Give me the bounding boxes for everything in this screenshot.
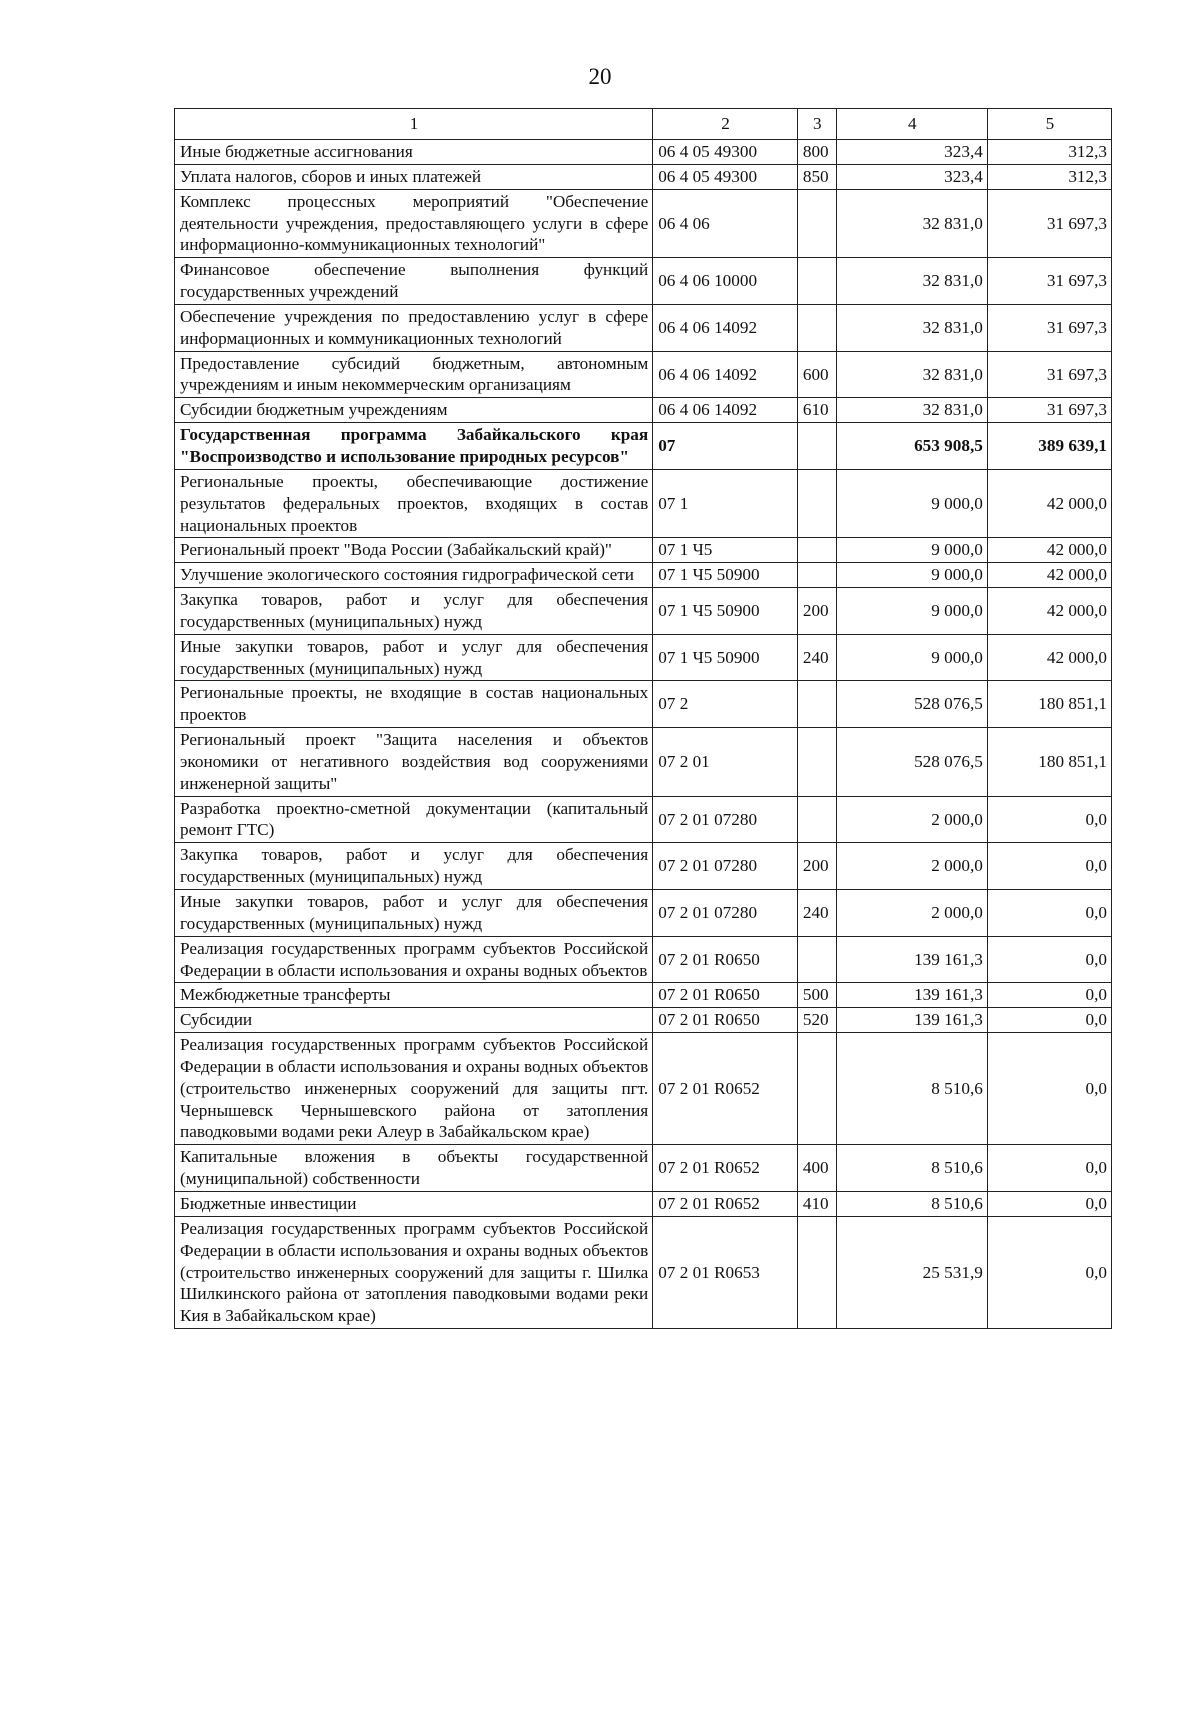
row-amount-col4-cell: 2 000,0 (836, 890, 987, 937)
row-amount-col4-cell: 32 831,0 (836, 258, 987, 305)
row-code-cell: 06 4 05 49300 (653, 140, 798, 165)
row-amount-col5-cell: 42 000,0 (987, 563, 1111, 588)
header-cell: 5 (987, 109, 1111, 140)
row-code-cell: 07 2 01 07280 (653, 843, 798, 890)
row-name-cell: Иные бюджетные ассигнования (175, 140, 653, 165)
row-amount-col4-cell: 653 908,5 (836, 423, 987, 470)
row-expense-type-cell: 500 (797, 983, 836, 1008)
row-amount-col4-cell: 139 161,3 (836, 1008, 987, 1033)
row-code-cell: 07 1 Ч5 50900 (653, 634, 798, 681)
row-name-cell: Субсидии (175, 1008, 653, 1033)
table-row (175, 538, 1112, 563)
row-amount-col5-cell: 312,3 (987, 140, 1111, 165)
row-expense-type-cell (797, 563, 836, 588)
row-amount-col4-cell: 139 161,3 (836, 936, 987, 983)
row-code-cell: 06 4 06 14092 (653, 398, 798, 423)
table-row (175, 423, 1112, 470)
row-amount-col5-cell: 42 000,0 (987, 634, 1111, 681)
row-amount-col5-cell: 0,0 (987, 983, 1111, 1008)
row-code-cell: 07 (653, 423, 798, 470)
table-row (175, 796, 1112, 843)
table-row (175, 588, 1112, 635)
row-name-cell: Бюджетные инвестиции (175, 1191, 653, 1216)
row-code-cell: 07 2 01 (653, 728, 798, 797)
row-code-cell: 07 1 Ч5 (653, 538, 798, 563)
row-code-cell: 06 4 05 49300 (653, 164, 798, 189)
row-code-cell: 07 2 01 R0650 (653, 983, 798, 1008)
row-expense-type-cell: 800 (797, 140, 836, 165)
row-amount-col4-cell: 8 510,6 (836, 1191, 987, 1216)
table-row (175, 681, 1112, 728)
row-code-cell: 06 4 06 (653, 189, 798, 258)
table-row (175, 189, 1112, 258)
row-expense-type-cell: 240 (797, 634, 836, 681)
table-row (175, 140, 1112, 165)
row-name-cell: Государственная программа Забайкальского края "Воспроизводство и использование природных ресурсов" (175, 423, 653, 470)
table-header-row (175, 109, 1112, 140)
row-amount-col5-cell: 31 697,3 (987, 304, 1111, 351)
row-amount-col4-cell: 8 510,6 (836, 1145, 987, 1192)
table-row (175, 304, 1112, 351)
row-expense-type-cell: 240 (797, 890, 836, 937)
table-row (175, 563, 1112, 588)
row-amount-col5-cell: 312,3 (987, 164, 1111, 189)
row-code-cell: 06 4 06 14092 (653, 351, 798, 398)
row-expense-type-cell (797, 728, 836, 797)
row-amount-col4-cell: 32 831,0 (836, 189, 987, 258)
row-code-cell: 07 2 01 R0652 (653, 1191, 798, 1216)
row-amount-col4-cell: 2 000,0 (836, 843, 987, 890)
row-expense-type-cell: 410 (797, 1191, 836, 1216)
row-amount-col5-cell: 0,0 (987, 1008, 1111, 1033)
row-name-cell: Закупка товаров, работ и услуг для обеспечения государственных (муниципальных) нужд (175, 843, 653, 890)
row-amount-col5-cell: 0,0 (987, 1216, 1111, 1328)
row-amount-col4-cell: 25 531,9 (836, 1216, 987, 1328)
row-amount-col4-cell: 323,4 (836, 140, 987, 165)
row-code-cell: 07 2 01 R0650 (653, 936, 798, 983)
row-expense-type-cell: 850 (797, 164, 836, 189)
row-name-cell: Иные закупки товаров, работ и услуг для обеспечения государственных (муниципальных) нужд (175, 890, 653, 937)
row-amount-col5-cell: 31 697,3 (987, 189, 1111, 258)
row-amount-col4-cell: 9 000,0 (836, 469, 987, 538)
row-amount-col5-cell: 0,0 (987, 1033, 1111, 1145)
row-amount-col5-cell: 31 697,3 (987, 398, 1111, 423)
row-amount-col5-cell: 42 000,0 (987, 469, 1111, 538)
row-amount-col5-cell: 31 697,3 (987, 351, 1111, 398)
table-row (175, 398, 1112, 423)
table-row (175, 1191, 1112, 1216)
row-expense-type-cell: 600 (797, 351, 836, 398)
row-expense-type-cell (797, 796, 836, 843)
row-name-cell: Межбюджетные трансферты (175, 983, 653, 1008)
page-number: 20 (588, 64, 612, 89)
row-name-cell: Региональные проекты, не входящие в состав национальных проектов (175, 681, 653, 728)
row-name-cell: Обеспечение учреждения по предоставлению услуг в сфере информационных и коммуникационных технологий (175, 304, 653, 351)
table-row (175, 728, 1112, 797)
row-amount-col4-cell: 9 000,0 (836, 563, 987, 588)
row-name-cell: Закупка товаров, работ и услуг для обеспечения государственных (муниципальных) нужд (175, 588, 653, 635)
row-name-cell: Субсидии бюджетным учреждениям (175, 398, 653, 423)
row-code-cell: 07 2 01 R0653 (653, 1216, 798, 1328)
row-name-cell: Разработка проектно-сметной документации (капитальный ремонт ГТС) (175, 796, 653, 843)
table-row (175, 1033, 1112, 1145)
row-expense-type-cell: 610 (797, 398, 836, 423)
row-name-cell: Улучшение экологического состояния гидрографической сети (175, 563, 653, 588)
row-amount-col4-cell: 32 831,0 (836, 304, 987, 351)
row-amount-col5-cell: 0,0 (987, 843, 1111, 890)
row-expense-type-cell: 520 (797, 1008, 836, 1033)
row-code-cell: 07 1 Ч5 50900 (653, 588, 798, 635)
row-amount-col4-cell: 323,4 (836, 164, 987, 189)
row-amount-col5-cell: 0,0 (987, 936, 1111, 983)
row-code-cell: 07 2 01 R0652 (653, 1145, 798, 1192)
row-amount-col4-cell: 32 831,0 (836, 398, 987, 423)
row-expense-type-cell (797, 681, 836, 728)
row-code-cell: 07 2 01 07280 (653, 890, 798, 937)
row-amount-col4-cell: 2 000,0 (836, 796, 987, 843)
row-amount-col5-cell: 42 000,0 (987, 588, 1111, 635)
row-amount-col5-cell: 180 851,1 (987, 728, 1111, 797)
row-amount-col4-cell: 32 831,0 (836, 351, 987, 398)
row-name-cell: Финансовое обеспечение выполнения функций государственных учреждений (175, 258, 653, 305)
table-row (175, 258, 1112, 305)
row-amount-col4-cell: 9 000,0 (836, 538, 987, 563)
table-row (175, 634, 1112, 681)
row-expense-type-cell: 400 (797, 1145, 836, 1192)
row-amount-col5-cell: 42 000,0 (987, 538, 1111, 563)
row-expense-type-cell (797, 304, 836, 351)
row-expense-type-cell: 200 (797, 843, 836, 890)
table-row (175, 1216, 1112, 1328)
row-expense-type-cell: 200 (797, 588, 836, 635)
header-cell: 2 (653, 109, 798, 140)
row-amount-col4-cell: 9 000,0 (836, 634, 987, 681)
row-name-cell: Региональный проект "Защита населения и объектов экономики от негативного воздействия вод сооружениями инженерной защиты" (175, 728, 653, 797)
row-name-cell: Капитальные вложения в объекты государственной (муниципальной) собственности (175, 1145, 653, 1192)
row-expense-type-cell (797, 1033, 836, 1145)
table-row (175, 983, 1112, 1008)
row-code-cell: 07 2 01 07280 (653, 796, 798, 843)
table-row (175, 1145, 1112, 1192)
row-name-cell: Реализация государственных программ субъектов Российской Федерации в области использования и охраны водных объектов (строительство инженерных сооружений для защиты г. Шилка Шилкинского района от затопления паводковыми водами реки Кия в Забайкальском крае) (175, 1216, 653, 1328)
table-row (175, 936, 1112, 983)
row-amount-col4-cell: 8 510,6 (836, 1033, 987, 1145)
row-expense-type-cell (797, 258, 836, 305)
row-name-cell: Региональный проект "Вода России (Забайкальский край)" (175, 538, 653, 563)
row-amount-col5-cell: 0,0 (987, 1191, 1111, 1216)
table-row (175, 351, 1112, 398)
table-row (175, 1008, 1112, 1033)
row-expense-type-cell (797, 189, 836, 258)
row-amount-col5-cell: 0,0 (987, 890, 1111, 937)
row-name-cell: Уплата налогов, сборов и иных платежей (175, 164, 653, 189)
header-cell: 1 (175, 109, 653, 140)
row-name-cell: Предоставление субсидий бюджетным, автономным учреждениям и иным некоммерческим организациям (175, 351, 653, 398)
row-name-cell: Региональные проекты, обеспечивающие достижение результатов федеральных проектов, входящих в состав национальных проектов (175, 469, 653, 538)
row-name-cell: Реализация государственных программ субъектов Российской Федерации в области использования и охраны водных объектов (175, 936, 653, 983)
row-code-cell: 07 2 (653, 681, 798, 728)
row-amount-col5-cell: 0,0 (987, 1145, 1111, 1192)
row-expense-type-cell (797, 423, 836, 470)
row-amount-col5-cell: 31 697,3 (987, 258, 1111, 305)
row-code-cell: 07 1 Ч5 50900 (653, 563, 798, 588)
row-code-cell: 07 2 01 R0650 (653, 1008, 798, 1033)
row-amount-col4-cell: 139 161,3 (836, 983, 987, 1008)
row-amount-col4-cell: 528 076,5 (836, 728, 987, 797)
row-code-cell: 06 4 06 14092 (653, 304, 798, 351)
table-row (175, 469, 1112, 538)
table-row (175, 843, 1112, 890)
row-code-cell: 06 4 06 10000 (653, 258, 798, 305)
row-expense-type-cell (797, 538, 836, 563)
row-expense-type-cell (797, 469, 836, 538)
row-amount-col5-cell: 0,0 (987, 796, 1111, 843)
row-code-cell: 07 2 01 R0652 (653, 1033, 798, 1145)
row-name-cell: Комплекс процессных мероприятий "Обеспечение деятельности учреждения, предоставляющего услуги в сфере информационно-коммуникационных технологий" (175, 189, 653, 258)
header-cell: 3 (797, 109, 836, 140)
row-amount-col4-cell: 528 076,5 (836, 681, 987, 728)
table-row (175, 164, 1112, 189)
row-name-cell: Реализация государственных программ субъектов Российской Федерации в области использования и охраны водных объектов (строительство инженерных сооружений для защиты пгт. Чернышевск Чернышевского района от затопления паводковыми водами реки Алеур в Забайкальском крае) (175, 1033, 653, 1145)
header-cell: 4 (836, 109, 987, 140)
row-expense-type-cell (797, 936, 836, 983)
row-code-cell: 07 1 (653, 469, 798, 538)
table-row (175, 890, 1112, 937)
budget-table (174, 108, 1112, 1329)
row-name-cell: Иные закупки товаров, работ и услуг для обеспечения государственных (муниципальных) нужд (175, 634, 653, 681)
row-amount-col5-cell: 389 639,1 (987, 423, 1111, 470)
row-amount-col5-cell: 180 851,1 (987, 681, 1111, 728)
row-expense-type-cell (797, 1216, 836, 1328)
row-amount-col4-cell: 9 000,0 (836, 588, 987, 635)
